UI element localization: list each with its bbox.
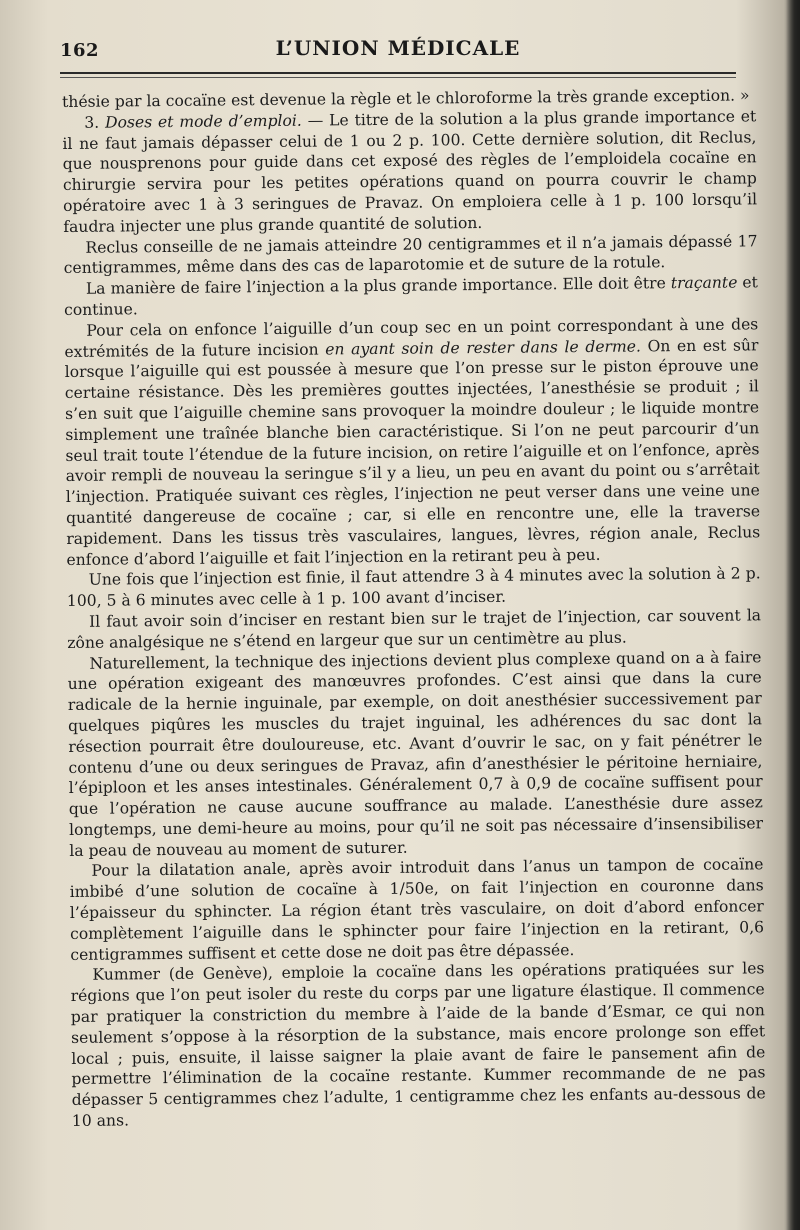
paragraph: 3. Doses et mode d’emploi. — Le titre de la solution a la plus grande importance et il ne faut jamais dépasser celui de 1 ou 2 p. 100. Cette dernière solution, dit Reclus, que nousprenons pour guide dans cet exposé des règles de l’emploidela cocaïne en chirurgie servira pour les petites opérations quand on pourra couvrir le champ opératoire avec 1 à 3 seringues de Pravaz. On emploiera celle à 1 p. 100 lorsqu’il faudra injecter une plus grande quantité de solution. [62,107,758,236]
header-rule [60,72,736,74]
paragraph: Il faut avoir soin d’inciser en restant bien sur le trajet de l’injection, car souvent la zône analgésique ne s’étend en largeur que sur un centimètre au plus. [67,606,762,652]
paragraph: Reclus conseille de ne jamais atteindre 20 centigrammes et il n’a jamais dépassé 17 centigrammes, même dans des cas de laparotomie et de suture de la rotule. [63,231,758,278]
paragraph: La manière de faire l’injection a la plus grande importance. Elle doit être traçante et continue. [64,273,758,319]
paragraph: Naturellement, la technique des injections devient plus complexe quand on a à faire une opération exigeant des manœuvres profondes. C’est ainsi que dans la cure radicale de la hernie inguinale, par exemple, on doit anesthésier successivement par quelques piqûres les muscles du trajet inguinal, les adhérences du sac dont la résection pourrait être douloureuse, etc. Avant d’ouvrir le sac, on y fait pénétrer le contenu d’une ou deux seringues de Pravaz, afin d’anesthésier le péritoine herniaire, l’épiploon et les anses intestinales. Généralement 0,7 à 0,9 de cocaïne suffisent pour que l’opération ne cause aucune souffrance au malade. L’anesthésie dure assez longtemps, une demi-heure au moins, pour qu’il ne soit pas nécessaire d’insensibiliser la peau de nouveau au moment de suturer. [67,647,764,860]
running-title: L’UNION MÉDICALE [275,36,521,60]
page-number: 162 [60,40,100,61]
paragraph: Pour la dilatation anale, après avoir introduit dans l’anus un tampon de cocaïne imbibé d’une solution de cocaïne à 1/50e, on fait l’injection en couronne dans l’épaisseur du sphincter. La région étant très vasculaire, on doit d’abord enfoncer complètement l’aiguille dans le sphincter pour faire l’injection en la retirant, 0,6 centigrammes suffisent et cette dose ne doit pas être dépassée. [69,855,765,964]
binding-shadow [786,0,800,1230]
section-heading: Doses et mode d’emploi. [104,111,302,132]
paragraph: Pour cela on enfonce l’aiguille d’un coup sec en un point correspondant à une des extrémités de la future incision en ayant soin de rester dans le derme. On en est sûr lorsque l’aiguille qui est poussée à mesure que l’on presse sur le piston éprouve une certaine résistance. Dès les premières gouttes injectées, l’anesthésie se produit ; il s’en suit que l’aiguille chemine sans provoquer la moindre douleur ; le liquide montre simplement une traînée blanche bien caractéristique. Si l’on ne peut parcourir d’un seul trait toute l’étendue de la future incision, on retire l’aiguille et on l’enfonce, après avoir rempli de nouveau la seringue s’il y a lieu, un peu en avant du point ou s’arrêtait l’injection. Pratiquée suivant ces règles, l’injection ne peut verser dans une veine une quantité dangereuse de cocaïne ; car, si elle en rencontre une, elle la traverse rapidement. Dans les tissus très vasculaires, langues, lèvres, région anale, Reclus enfonce d’abord l’aiguille et fait l’injection en la retirant peu à peu. [64,315,761,569]
article-body [62,85,766,1131]
paragraph: Une fois que l’injection est finie, il faut attendre 3 à 4 minutes avec la solution à 2 p. 100, 5 à 6 minutes avec celle à 1 p. 100 avant d’inciser. [66,564,761,611]
page-header [60,34,736,64]
paragraph: thésie par la cocaïne est devenue la règle et le chloroforme la très grande exception. » [62,86,750,111]
paragraph: Kummer (de Genève), emploie la cocaïne dans les opérations pratiquées sur les régions que l’on peut isoler du reste du corps par une ligature élastique. Il commence par pratiquer la constriction du membre à l’aide de la bande d’Esmar, ce qui non seulement s’oppose à la résorption de la substance, mais encore prolonge son effet local ; puis, ensuite, il laisse saigner la plaie avant de faire le pansement afin de permettre l’élimination de la cocaïne restante. Kummer recommande de ne pas dépasser 5 centigrammes chez l’adulte, 1 centigramme chez les enfants au-dessous de 10 ans. [70,959,766,1130]
header-rule-thin [60,77,736,78]
